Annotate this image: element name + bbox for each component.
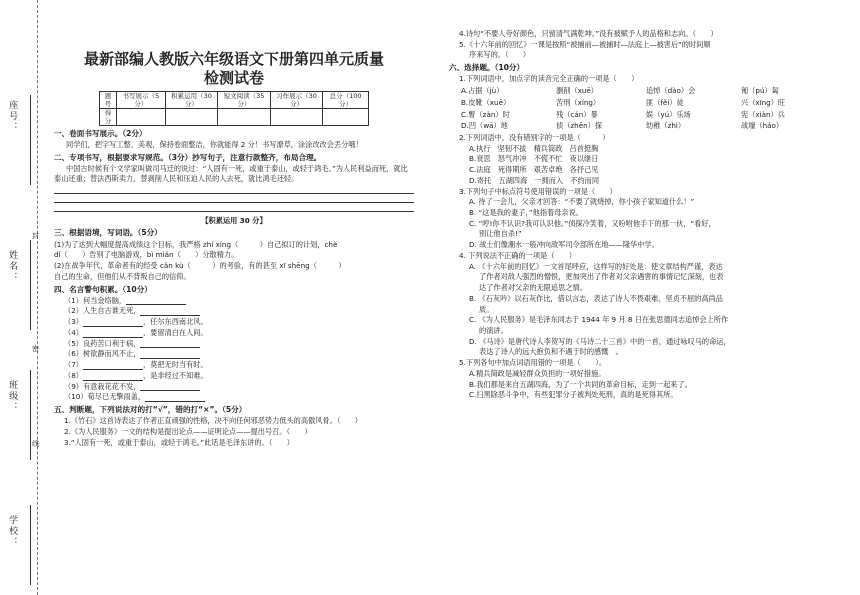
choice-option: B.我们都是来自五湖四海，为了一个共同的革命目标，走到一起来了。 [469, 379, 692, 389]
quote-item: （5）良药苦口利于病， [54, 339, 414, 349]
judge-item-continued: 序来写的。（ ） [469, 50, 531, 60]
choice-option: A.精兵简政是减轻群众负担的一项好措施。 [469, 368, 606, 378]
choice-options-row [449, 86, 824, 96]
section-heading: 六、选择题。（10分） [449, 63, 525, 73]
answer-blank[interactable] [83, 319, 143, 327]
name-line [30, 240, 32, 330]
choice-option-continued: 表达了诗人的远大抱负和不遇于时的感慨 。 [479, 347, 623, 357]
score-input-cell[interactable] [218, 109, 271, 126]
answer-blank[interactable] [83, 362, 143, 370]
choice-question: 2.下列词语中，没有错别字的一项是（ ） [459, 133, 610, 142]
choice-option: 匍（pú）匐 [741, 86, 779, 96]
score-cell: 短文阅读（35分） [218, 92, 271, 109]
choice-option: 宪（xiàn）兵 [741, 109, 785, 119]
choice-option: 战壕（háo） [741, 121, 784, 131]
seal-word: 密 [32, 345, 39, 353]
seal-word: 线 [32, 440, 39, 448]
question-line: (1)为了达到大幅度提高成绩这个目标，我严格 zhí xíng（ ）自己拟订的计划，chè [54, 239, 338, 249]
score-table-header-row [100, 92, 369, 109]
copy-line[interactable] [54, 194, 414, 203]
choice-option: A. 待了一会儿，父亲才回答：“不要了就烧掉，你小孩子家知道什么！” [469, 197, 695, 207]
choice-option: C. 《为人民服务》是毛泽东同志于 1944 年 9 月 8 日在张思德同志追悼会上所作 [469, 315, 729, 325]
judge-item: 5.《十六年前的回忆》一课是按照“被捕前—被捕时—法庭上—被害后”的时间顺 [459, 39, 711, 49]
quote-item: （1）何当金络脑， [54, 296, 414, 306]
section-heading: 一、卷面书写展示。（2分） [54, 129, 147, 138]
quote-item: （9）有意栽花花不发， [54, 382, 414, 392]
score-cell: 习作展示（30分） [270, 92, 323, 109]
choice-option: D. 《马诗》是唐代诗人李贺写的《马诗二十三首》中的一首，通过咏叹马的命运， [469, 336, 731, 346]
question-line: (2)在战争年代，革命者有的经受 cǎn kù（ ）的考验，有的甚至 xī shēng（ ） [54, 261, 346, 271]
quote-item: （3） ，任尔东西南北风。 [64, 317, 208, 327]
choice-option: 娱（yú）乐场 [646, 109, 691, 119]
left-column [54, 50, 414, 448]
score-table [99, 91, 369, 126]
choice-option-continued: 了作者对敌人强烈的憎恨，更加突出了作者对父亲遇害的事情记忆深刻，也表 [479, 272, 724, 282]
copy-line[interactable] [54, 185, 414, 194]
seat-number-label: 座号： [7, 100, 18, 133]
answer-blank[interactable] [126, 297, 186, 305]
score-input-cell[interactable] [165, 109, 218, 126]
choice-option: 苦刑（xíng） [556, 97, 601, 107]
score-input-cell[interactable] [116, 109, 165, 126]
choice-option-continued: 的演讲。 [479, 325, 508, 335]
choice-option: C.瞥（zàn）时 [461, 109, 510, 119]
answer-blank[interactable] [140, 383, 200, 391]
score-table-score-row [100, 109, 369, 126]
answer-blank[interactable] [83, 373, 143, 381]
answer-blank[interactable] [140, 308, 200, 316]
answer-blank[interactable] [145, 394, 205, 402]
choice-option-continued: 达了作者对父亲的无限追思之情。 [479, 283, 587, 293]
judge-item: 2.《为人民服务》一文的结构是提出论点——证明论点——提出号召。（ ） [64, 426, 312, 436]
seat-number-line [30, 95, 32, 185]
score-cell: 积累运用（30分） [165, 92, 218, 109]
choice-option: 匪（fěi）徒 [646, 97, 684, 107]
right-column [449, 28, 824, 401]
quote-item: （4） ，要留清白在人间。 [64, 327, 208, 337]
question-line: 自己的生命，但他们从不背叛自己的信仰。 [54, 271, 191, 281]
binding-margin [0, 0, 55, 595]
choice-option: 侦（zhēn）探 [556, 121, 603, 131]
section-text: 同学们，把字写工整、美观，保持卷面整洁，你就能得 2 分！书写潦草，涂涂改改会丢分哦！ [66, 140, 363, 150]
choice-question: 4. 下列说法不正确的一项是（ ） [459, 250, 576, 260]
quote-item: （10）荀尽已无擎雨盖， [54, 392, 414, 402]
copy-line[interactable] [54, 203, 414, 212]
choice-option: 幼稚（zhì） [646, 121, 686, 131]
choice-option: D.寄托 五湖四海 一拥而入 不约而同 [469, 175, 600, 185]
choice-option: C.法庭 死得期所 艰苦卓绝 各抒己见 [469, 165, 599, 175]
quote-item: （7） ，莫把无时当有时。 [64, 360, 208, 370]
choice-option: C.扫黑除恶斗争中，有些犯罪分子被判处死刑，真的是死得其所。 [469, 390, 678, 400]
choice-option: 追悼（dào）会 [646, 86, 696, 96]
quote-item: （2）人生自古谁无死， [54, 306, 414, 316]
choice-options-row [449, 98, 824, 108]
score-cell: 题号 [100, 92, 117, 109]
answer-blank[interactable] [83, 330, 143, 338]
choice-options-row [449, 121, 824, 131]
section-banner: 【积累运用 30 分】 [201, 215, 267, 225]
section-heading: 五、判断题，下列说法对的打“√”，错的打“×”。（5分） [54, 404, 247, 414]
quote-item: （6）树欲静而风不止， [54, 349, 414, 359]
choice-option: A.执行 坚韧不拔 精兵筒政 吕首挺胸 [469, 143, 599, 153]
choice-option-continued: 别让他自杀!” [479, 229, 522, 239]
choice-options-row [449, 110, 824, 120]
score-cell: 总分（100分） [323, 92, 369, 109]
exam-title: 最新部编人教版六年级语文下册第四单元质量 [83, 50, 384, 68]
choice-option: A.占据（jù） [461, 86, 504, 96]
choice-question: 1.下列词语中，加点字的读音完全正确的一项是（ ） [459, 74, 639, 84]
choice-option: 残（cán）暴 [556, 109, 598, 119]
section-text: 中国古时候有个文学家叫做司马迁的说过：“人固有一死，或重于泰山，或轻于鸿毛。”为人民利益而死，就比泰山还重；替法西斯卖力，替剥削人民和压迫人民的人去死，就比鸿毛还轻。 [54, 164, 408, 183]
judge-item: 1.《竹石》这首诗表达了作者正直顽强的性格，决不向任何邪恶势力低头的高傲风骨。（ ） [64, 416, 362, 426]
section-heading: 二、专项书写，根据要求写规范。（3分）抄写句子，注意行款整齐，布局合理。 [54, 152, 322, 162]
score-cell: 得分 [100, 109, 117, 126]
question-line: dǐ（ ）告别了电脑游戏，bì miǎn（ ）分散精力。 [54, 250, 239, 260]
choice-option: C. “哼!你不认识?我可认识他。”侦探冷笑着，又吩咐他手下的那一伙，“看好， [469, 218, 716, 228]
seal-word: 封 [32, 232, 39, 240]
choice-option: B.皮靴（xuē） [461, 97, 511, 107]
choice-option: B. 《石灰吟》以石灰作比，借以言志，表达了诗人不畏艰难、坚贞不屈的高尚品 [469, 293, 723, 303]
seal-dashed-line [37, 0, 38, 595]
choice-option: B. “这是我的妻子，”他指着母亲说。 [469, 208, 583, 218]
quote-item: （8） ，是非经过不知难。 [64, 370, 208, 380]
answer-blank[interactable] [140, 340, 200, 348]
school-label: 学校： [7, 515, 18, 548]
school-line [30, 505, 32, 585]
choice-option: A. 《十六年前的回忆》一文首尾呼应，这样写的好处是：使文章结构严谨，表达 [469, 261, 723, 271]
score-input-cell[interactable] [270, 109, 323, 126]
judge-item: 3.“人固有一死，或重于泰山，或轻于鸿毛。”此话是毛泽东讲的。（ ） [64, 437, 294, 447]
answer-blank[interactable] [140, 351, 200, 359]
score-input-cell[interactable] [323, 109, 369, 126]
choice-option: B.衰思 怒气冲冲 不慌不忙 夜以继日 [469, 154, 599, 164]
choice-option: 兴（xīng）旺 [741, 97, 786, 107]
score-cell: 书写展示（5分） [116, 92, 165, 109]
name-label: 姓名： [7, 250, 18, 283]
choice-question: 3.下列句子中标点符号使用错误的一项是（ ） [459, 186, 617, 196]
choice-question: 5.下列各句中加点词语用错的一项是（ ）。 [459, 358, 607, 368]
class-label: 班级： [7, 380, 18, 413]
judge-item: 4.诗句“不要人夸好颜色，只留清气满乾坤。”没有被赋予人的品格和志向。（ ） [459, 29, 718, 38]
section-heading: 四、名言警句积累。（10分） [54, 284, 152, 294]
choice-option: 瀏削（xuē） [556, 86, 598, 96]
choice-option: D.凹（wā）地 [461, 121, 508, 131]
choice-option: D. 战士们像潮水一般冲向敌军司令部所在地——隆华中学。 [469, 240, 659, 250]
section-heading: 三、根据语境，写词语。（5分） [54, 228, 162, 238]
choice-option-continued: 质。 [479, 304, 494, 314]
exam-title-line2: 检测试卷 [203, 69, 264, 87]
